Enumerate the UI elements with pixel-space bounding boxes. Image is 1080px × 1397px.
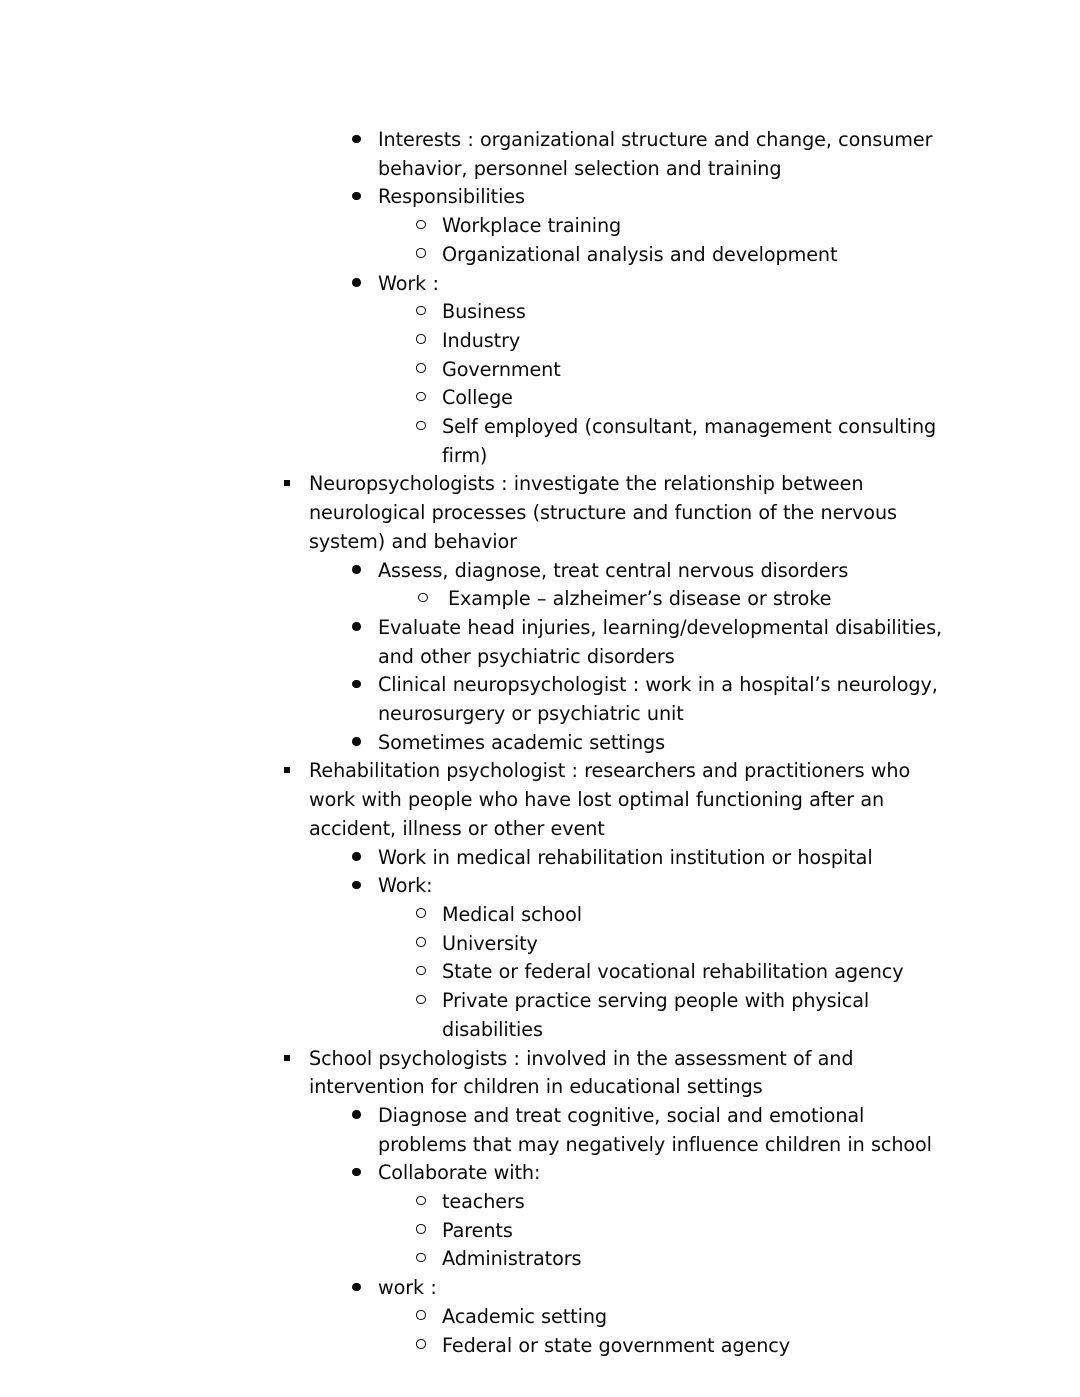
disc-bullet-icon — [352, 557, 378, 586]
disc-bullet-icon — [352, 872, 378, 901]
circle-bullet-icon — [416, 1332, 442, 1361]
outline-item-level-2 — [352, 844, 954, 873]
outline-item-text: Self employed (consultant, management consulting firm) — [442, 415, 937, 467]
outline-item-level-2 — [352, 1102, 954, 1159]
outline-item-text: Neuropsychologists : investigate the relationship between neurological processes (structure and function of the nervous system) and behavior — [309, 472, 897, 553]
disc-bullet-icon — [352, 671, 378, 700]
outline-item-text: Work in medical rehabilitation institution or hospital — [378, 845, 873, 869]
circle-bullet-icon — [416, 298, 442, 327]
circle-bullet-icon — [416, 1245, 442, 1274]
outline-item-text: School psychologists : involved in the assessment of and intervention for children in educational settings — [309, 1046, 854, 1099]
circle-bullet-icon — [416, 1217, 442, 1246]
disc-bullet-icon — [352, 844, 378, 873]
disc-bullet-icon — [352, 270, 378, 299]
outline-item-text: Parents — [442, 1218, 513, 1242]
disc-bullet-icon — [352, 1102, 378, 1131]
outline-item-level-2 — [352, 671, 954, 728]
outline-item-text: Organizational analysis and development — [442, 242, 838, 266]
outline-item-level-2 — [352, 557, 954, 586]
square-bullet-icon — [282, 1045, 312, 1074]
outline-item-text: State or federal vocational rehabilitation agency — [442, 960, 904, 984]
outline-item-level-3 — [416, 327, 954, 356]
circle-bullet-icon — [416, 212, 442, 241]
outline-item-text: Government — [442, 357, 561, 381]
circle-bullet-icon — [416, 327, 442, 356]
outline-item-level-2 — [352, 126, 954, 183]
circle-bullet-icon — [416, 241, 442, 270]
circle-bullet-icon — [416, 930, 442, 959]
outline-item-level-3 — [416, 958, 954, 987]
outline-item-text: Administrators — [442, 1247, 582, 1271]
outline-item-level-2 — [352, 614, 954, 671]
outline-item-text: Responsibilities — [378, 185, 525, 209]
outline-item-text: Interests : organizational structure and change, consumer behavior, personnel selection and training — [378, 128, 933, 180]
disc-bullet-icon — [352, 1274, 378, 1303]
outline-item-level-1 — [282, 1045, 954, 1102]
outline-item-text: Collaborate with: — [378, 1161, 541, 1185]
outline-item-level-1 — [282, 470, 954, 556]
circle-bullet-icon — [416, 384, 442, 413]
outline-item-text: Sometimes academic settings — [378, 730, 665, 754]
outline-item-text: Business — [442, 300, 526, 324]
outline-item-text: Workplace training — [442, 214, 622, 238]
outline-item-level-3 — [416, 1332, 954, 1361]
outline-item-level-3 — [416, 1303, 954, 1332]
outline-item-text: teachers — [442, 1190, 525, 1214]
outline-item-level-2 — [352, 270, 954, 299]
outline-item-level-3 — [416, 413, 954, 470]
outline-item-level-2 — [352, 183, 954, 212]
circle-bullet-icon — [416, 413, 442, 442]
outline-item-text: Medical school — [442, 902, 583, 926]
outline-item-level-3 — [416, 241, 954, 270]
outline-item-level-3 — [418, 585, 954, 614]
outline-item-level-1 — [282, 757, 954, 843]
disc-bullet-icon — [352, 614, 378, 643]
outline-item-text: Private practice serving people with physical disabilities — [442, 989, 870, 1041]
outline-item-text: Work : — [378, 271, 439, 295]
disc-bullet-icon — [352, 1159, 378, 1188]
outline-item-text: University — [442, 931, 538, 955]
outline-item-level-3 — [416, 356, 954, 385]
outline-item-level-3 — [416, 298, 954, 327]
outline-item-level-3 — [416, 384, 954, 413]
circle-bullet-icon — [418, 585, 448, 614]
circle-bullet-icon — [416, 1303, 442, 1332]
outline-item-level-2 — [352, 729, 954, 758]
outline-item-level-2 — [352, 872, 954, 901]
disc-bullet-icon — [352, 126, 378, 155]
outline-item-text: Clinical neuropsychologist : work in a hospital’s neurology, neurosurgery or psychiatric unit — [378, 673, 938, 726]
outline-item-level-3 — [416, 1245, 954, 1274]
square-bullet-icon — [282, 470, 312, 499]
circle-bullet-icon — [416, 987, 442, 1016]
square-bullet-icon — [282, 757, 312, 786]
outline-item-level-3 — [416, 1217, 954, 1246]
outline-item-level-2 — [352, 1159, 954, 1188]
outline-item-text: Example – alzheimer’s disease or stroke — [448, 587, 832, 611]
outline-item-text: Academic setting — [442, 1304, 607, 1328]
circle-bullet-icon — [416, 1188, 442, 1217]
outline-item-text: Diagnose and treat cognitive, social and emotional problems that may negatively influence children in school — [378, 1103, 932, 1156]
disc-bullet-icon — [352, 729, 378, 758]
outline-item-level-3 — [416, 987, 954, 1044]
outline-item-text: Industry — [442, 328, 521, 352]
circle-bullet-icon — [416, 958, 442, 987]
circle-bullet-icon — [416, 901, 442, 930]
outline-item-text: Federal or state government agency — [442, 1333, 790, 1357]
outline-item-level-3 — [416, 901, 954, 930]
circle-bullet-icon — [416, 356, 442, 385]
outline-item-text: work : — [378, 1276, 437, 1300]
outline-item-level-2 — [352, 1274, 954, 1303]
disc-bullet-icon — [352, 183, 378, 212]
outline-item-level-3 — [416, 212, 954, 241]
outline-item-text: Work: — [378, 874, 433, 898]
outline-item-text: College — [442, 386, 513, 410]
outline-item-text: Rehabilitation psychologist : researchers and practitioners who work with people who have lost optimal functioning after an accident, illness or other event — [309, 759, 911, 840]
outline-list — [282, 126, 954, 1360]
outline-item-text: Assess, diagnose, treat central nervous disorders — [378, 558, 849, 582]
outline-item-level-3 — [416, 930, 954, 959]
outline-item-text: Evaluate head injuries, learning/developmental disabilities, and other psychiatric disorders — [378, 615, 943, 668]
outline-item-level-3 — [416, 1188, 954, 1217]
